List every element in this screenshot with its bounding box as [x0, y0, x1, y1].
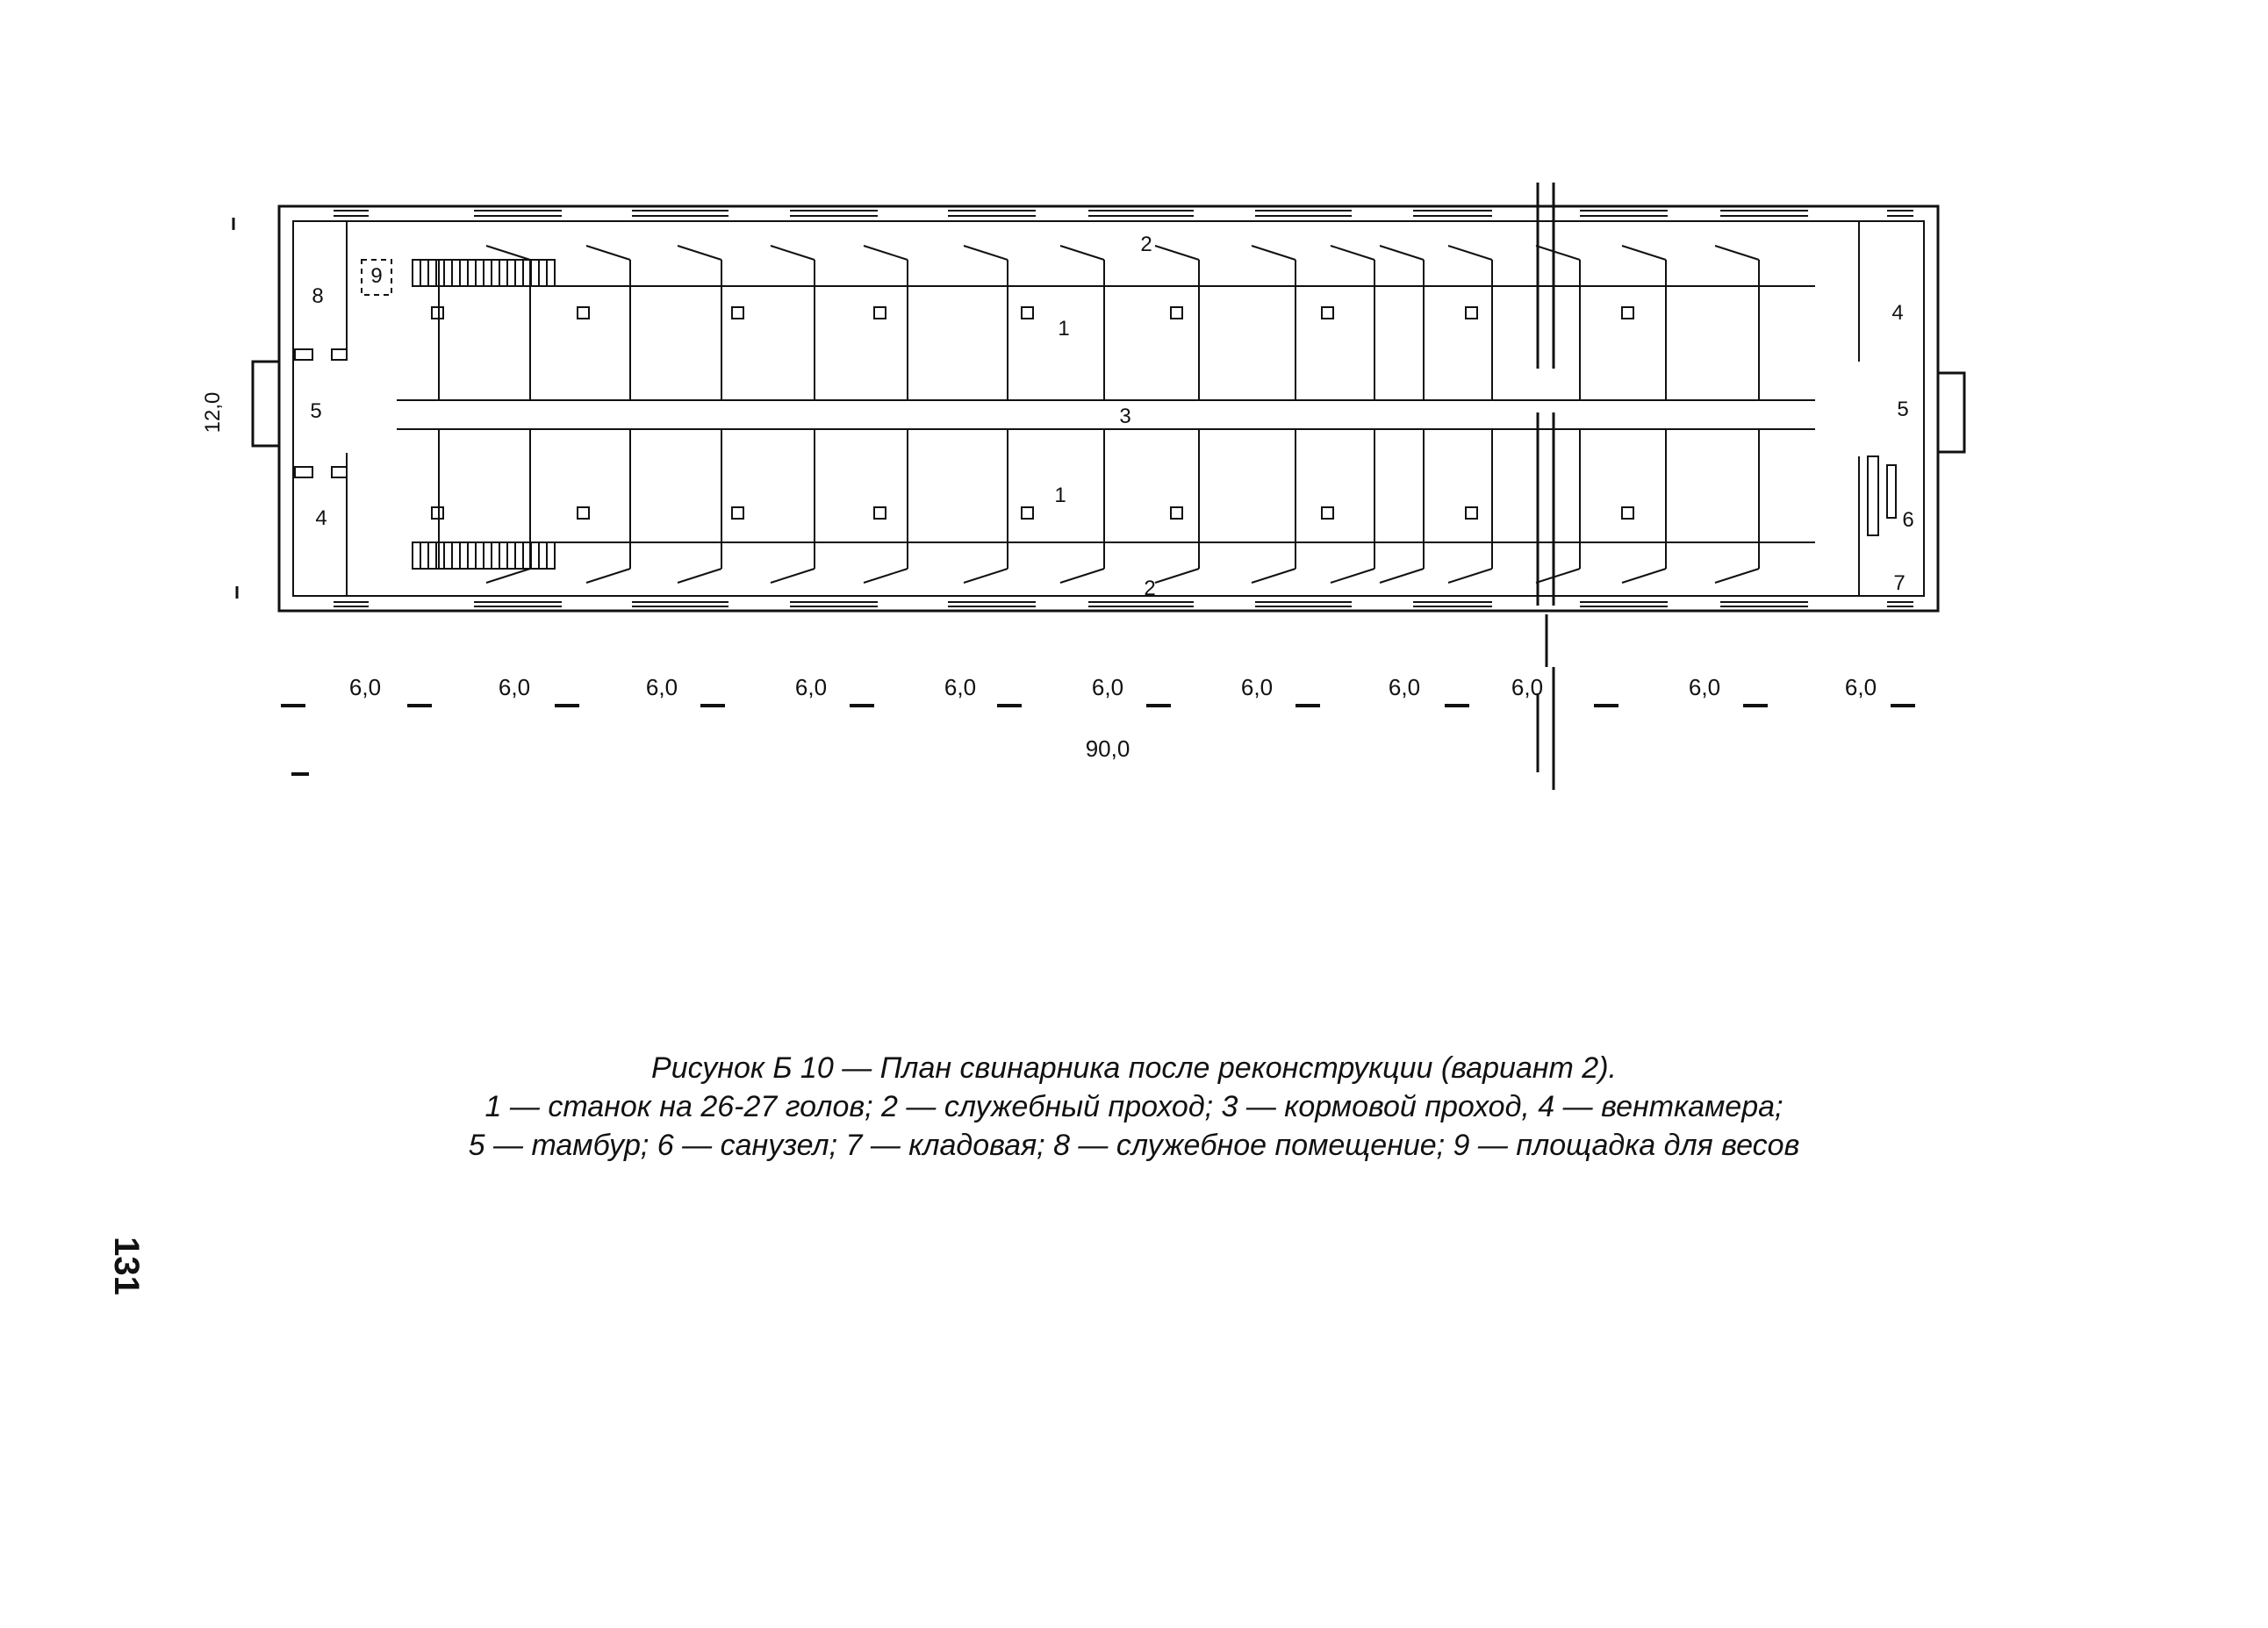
feeder-square: [874, 507, 886, 519]
pen-gate: [1252, 569, 1295, 583]
feeder-square: [432, 507, 443, 519]
pen-gate: [678, 246, 721, 260]
pen-gate: [964, 569, 1008, 583]
dim-bay-label: 6,0: [348, 674, 382, 700]
label-service-passage-top: 2: [1140, 233, 1152, 256]
dim-bay-label: 6,0: [794, 674, 828, 700]
label-bathroom: 6: [1902, 508, 1914, 532]
dim-bay-label: 6,0: [1240, 674, 1274, 700]
pen-gate: [1715, 569, 1759, 583]
pen-gate: [1331, 246, 1374, 260]
feeder-square: [1322, 507, 1333, 519]
feeder-square: [1322, 307, 1333, 319]
pen-gate: [1380, 246, 1424, 260]
room-partition-block: [332, 349, 347, 360]
dim-bay-label: 6,0: [944, 674, 977, 700]
dim-bay-label: 6,0: [1091, 674, 1124, 700]
pen-gate: [1536, 569, 1580, 583]
pen-gate: [771, 246, 815, 260]
dim-bay-label: 6,0: [1688, 674, 1721, 700]
feeder-square: [1171, 307, 1182, 319]
figure-title: Рисунок Б 10 — План свинарника после реконструкции (вариант 2).: [651, 1051, 1617, 1085]
dim-bay-label: 6,0: [498, 674, 531, 700]
feeder-square: [1466, 507, 1477, 519]
pen-gate: [1622, 569, 1666, 583]
dim-bay-label: 6,0: [1844, 674, 1877, 700]
label-feed-passage: 3: [1119, 405, 1131, 428]
feeder-square: [1622, 507, 1633, 519]
dim-bay-label: 6,0: [1388, 674, 1421, 700]
dim-bay-label: 6,0: [645, 674, 678, 700]
label-vestibule-right: 5: [1897, 398, 1909, 421]
feeder-square: [1466, 307, 1477, 319]
figure-legend-line2: 5 — тамбур; 6 — санузел; 7 — кладовая; 8 — служебное помещение; 9 — площадка для весов: [468, 1129, 1800, 1162]
label-vent-chamber-left: 4: [315, 506, 327, 530]
page-number: 131: [106, 1237, 146, 1295]
bathroom-fixture: [1887, 465, 1896, 518]
pen-gate: [864, 569, 908, 583]
label-storeroom: 7: [1893, 571, 1906, 595]
pen-gate: [1155, 569, 1199, 583]
pen-gate: [1060, 246, 1104, 260]
label-pen-bottom: 1: [1054, 484, 1066, 507]
figure-legend-line1: 1 — станок на 26-27 голов; 2 — служебный проход; 3 — кормовой проход, 4 — венткамера;: [484, 1090, 1784, 1123]
pen-gate: [486, 246, 530, 260]
pen-gate: [678, 569, 721, 583]
dim-width: 12,0: [201, 391, 225, 434]
pen-gate: [1331, 569, 1374, 583]
feeder-square: [1171, 507, 1182, 519]
feeder-square: [432, 307, 443, 319]
feeder-square: [732, 307, 743, 319]
bathroom-fixture: [1868, 456, 1878, 535]
pen-gate: [1252, 246, 1295, 260]
dim-total-length: 90,0: [1085, 735, 1130, 762]
label-service-passage-bottom: 2: [1144, 577, 1156, 600]
outer-wall: [279, 206, 1938, 611]
room-partition-block: [332, 467, 347, 477]
pen-gate: [586, 569, 630, 583]
label-pen-top: 1: [1058, 317, 1070, 341]
feeder-square: [1022, 507, 1033, 519]
dim-bay-label: 6,0: [1511, 674, 1544, 700]
pen-gate: [864, 246, 908, 260]
feeder-square: [1022, 307, 1033, 319]
label-vent-chamber-right: 4: [1891, 301, 1904, 325]
label-scale-platform: 9: [370, 264, 383, 288]
pen-gate: [771, 569, 815, 583]
feeder-square: [578, 507, 589, 519]
feeder-square: [874, 307, 886, 319]
room-partition-block: [295, 467, 312, 477]
left-vestibule-wall: [253, 362, 279, 446]
label-vestibule-left: 5: [310, 399, 322, 423]
pen-gate: [1155, 246, 1199, 260]
label-service-room: 8: [312, 284, 324, 308]
right-vestibule-wall: [1938, 373, 1964, 452]
pen-gate: [1448, 246, 1492, 260]
pen-gate: [1380, 569, 1424, 583]
pen-gate: [586, 246, 630, 260]
feeder-square: [578, 307, 589, 319]
pen-gate: [1060, 569, 1104, 583]
room-partition-block: [295, 349, 312, 360]
feeder-square: [1622, 307, 1633, 319]
pen-gate: [1448, 569, 1492, 583]
inner-wall: [293, 221, 1924, 596]
pen-gate: [1622, 246, 1666, 260]
feeder-square: [732, 507, 743, 519]
pen-gate: [1536, 246, 1580, 260]
pen-gate: [486, 569, 530, 583]
pen-gate: [1715, 246, 1759, 260]
pen-gate: [964, 246, 1008, 260]
